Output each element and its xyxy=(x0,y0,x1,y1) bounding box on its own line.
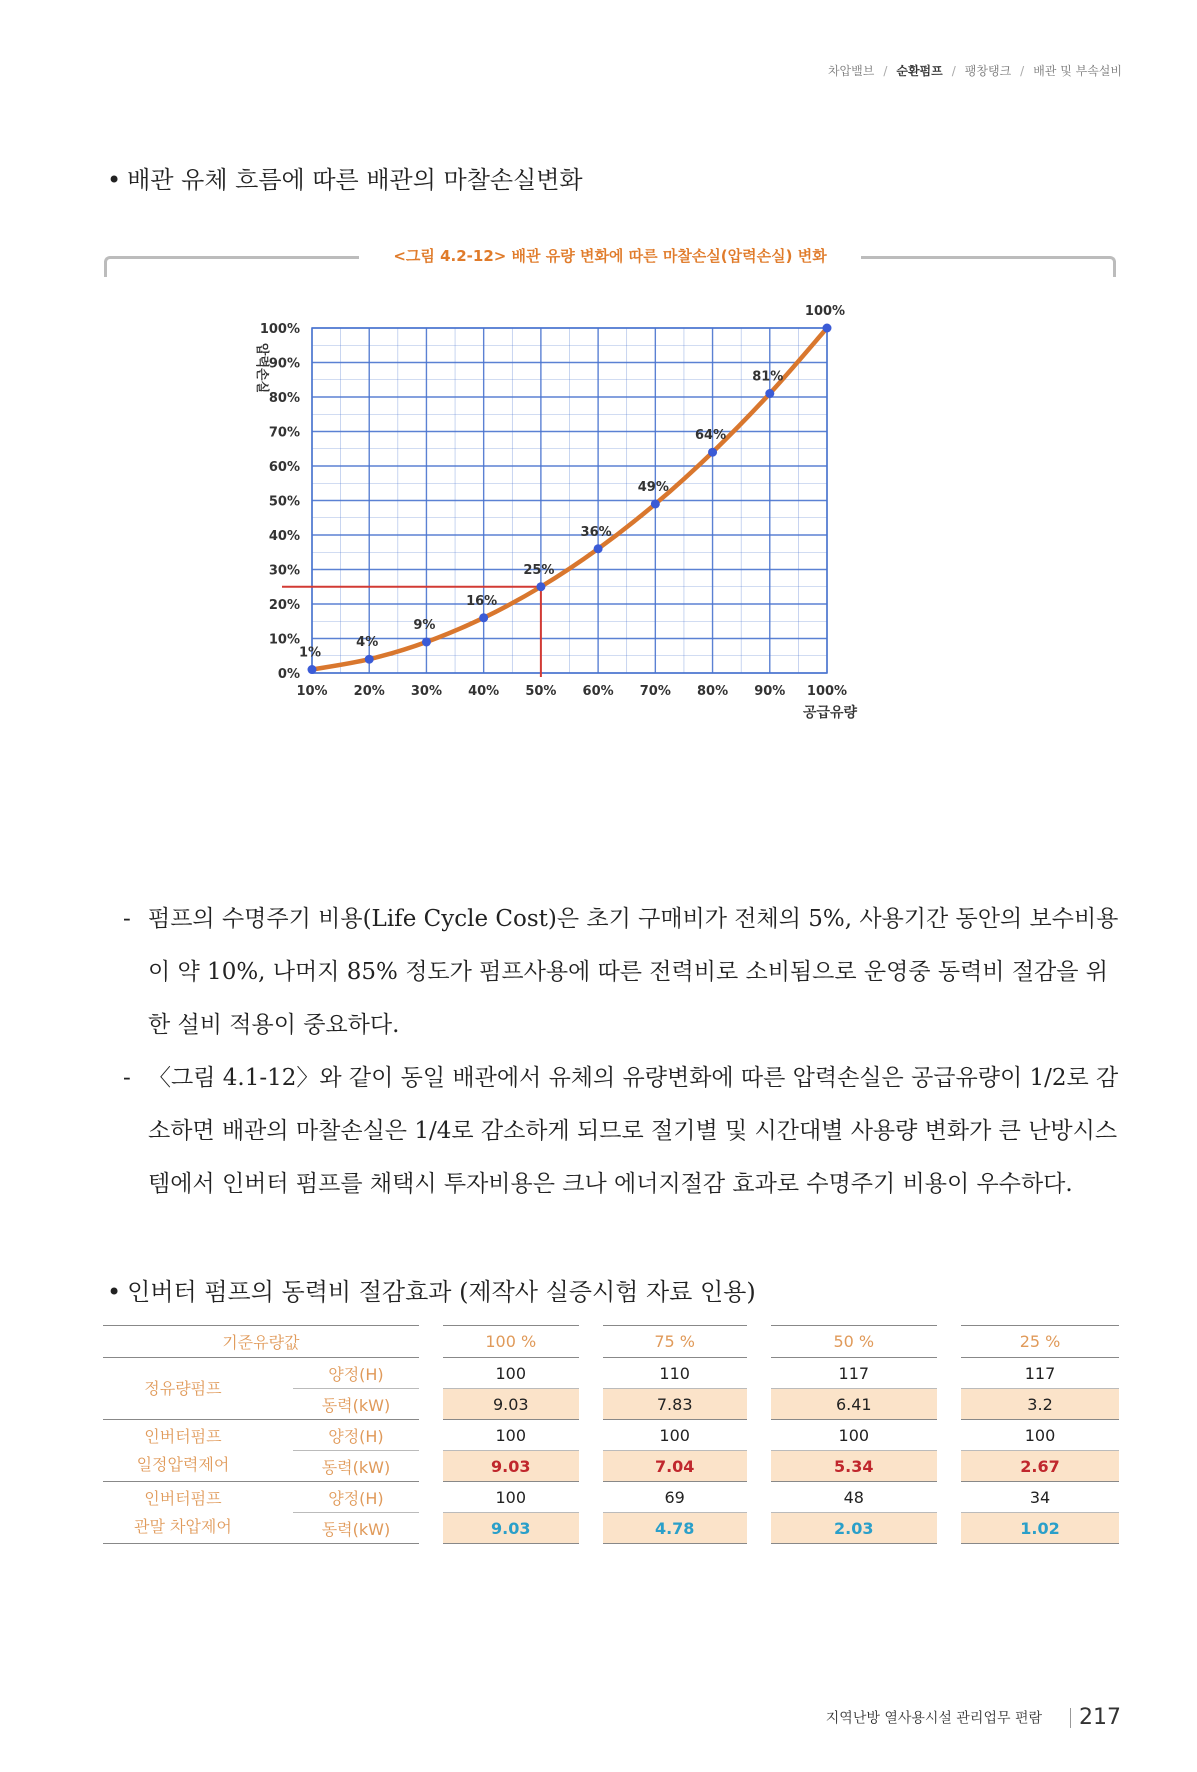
x-axis-label: 공급유량 xyxy=(802,705,858,721)
data-label: 16% xyxy=(466,593,498,609)
data-point xyxy=(651,499,660,508)
data-label: 25% xyxy=(523,562,555,578)
table-cell: 100 xyxy=(443,1420,579,1451)
column-header: 75 % xyxy=(603,1325,747,1358)
row-label: 동력(kW) xyxy=(293,1389,418,1420)
data-point xyxy=(708,448,717,457)
breadcrumb-item[interactable]: 차압밸브 xyxy=(827,64,875,78)
data-label: 9% xyxy=(413,617,436,633)
y-tick-label: 80% xyxy=(268,391,300,406)
x-tick-label: 100% xyxy=(806,684,848,699)
paragraph-lcc xyxy=(123,893,1123,1052)
table-cell: 3.2 xyxy=(961,1389,1119,1420)
table-cell: 100 xyxy=(961,1420,1119,1451)
row-label: 양정(H) xyxy=(293,1482,418,1513)
section-heading-friction xyxy=(107,160,583,195)
x-tick-label: 70% xyxy=(639,684,671,699)
data-label: 49% xyxy=(637,479,669,495)
column-header: 100 % xyxy=(443,1325,579,1358)
table-row xyxy=(103,1482,1119,1513)
table-cell: 110 xyxy=(603,1358,747,1389)
y-tick-label: 40% xyxy=(268,529,300,544)
data-point xyxy=(823,324,832,333)
data-point xyxy=(308,665,317,674)
table-cell: 7.04 xyxy=(603,1451,747,1482)
table-cell: 2.03 xyxy=(771,1513,937,1544)
table-cell: 5.34 xyxy=(771,1451,937,1482)
table-cell: 100 xyxy=(771,1420,937,1451)
column-header: 25 % xyxy=(961,1325,1119,1358)
breadcrumb-item[interactable]: 배관 및 부속설비 xyxy=(1033,64,1122,78)
x-tick-label: 30% xyxy=(410,684,443,699)
row-label: 양정(H) xyxy=(293,1420,418,1451)
breadcrumb-item-active[interactable]: 순환펌프 xyxy=(896,64,943,78)
figure-caption-bar xyxy=(104,240,1116,274)
table-cell: 9.03 xyxy=(443,1451,579,1482)
breadcrumb-item[interactable]: 팽창탱크 xyxy=(964,64,1012,78)
data-point xyxy=(536,582,545,591)
data-label: 100% xyxy=(804,304,846,319)
x-tick-label: 60% xyxy=(582,684,614,699)
table-cell: 117 xyxy=(771,1358,937,1389)
data-label: 4% xyxy=(356,635,379,651)
x-tick-label: 40% xyxy=(468,684,500,699)
x-tick-label: 20% xyxy=(353,684,385,699)
figure-caption: <그림 4.2-12> 배관 유량 변화에 따른 마찰손실(압력손실) 변화 xyxy=(393,247,827,265)
row-label: 양정(H) xyxy=(293,1358,418,1389)
table-cell: 100 xyxy=(443,1358,579,1389)
table-cell: 1.02 xyxy=(961,1513,1119,1544)
group-label: 인버터펌프 일정압력제어 xyxy=(103,1420,263,1482)
table-cell: 100 xyxy=(443,1482,579,1513)
x-tick-label: 50% xyxy=(525,684,557,699)
row-label: 동력(kW) xyxy=(293,1513,418,1544)
y-tick-label: 100% xyxy=(259,322,300,337)
data-point xyxy=(365,655,374,664)
table-cell: 34 xyxy=(961,1482,1119,1513)
data-point xyxy=(765,389,774,398)
data-label: 64% xyxy=(694,428,727,444)
y-tick-label: 20% xyxy=(268,598,300,613)
dash-marker: - xyxy=(123,906,131,932)
breadcrumb-separator: / xyxy=(1020,64,1025,78)
data-point xyxy=(479,613,488,622)
table-cell: 2.67 xyxy=(961,1451,1119,1482)
group-label: 인버터펌프 관말 차압제어 xyxy=(103,1482,263,1544)
page-footer xyxy=(826,1705,1121,1730)
breadcrumb xyxy=(828,62,1122,79)
header-label: 기준유량값 xyxy=(103,1325,419,1358)
pump-power-table xyxy=(103,1325,1119,1544)
paragraph-flow-change xyxy=(123,1052,1123,1211)
bullet-icon: • xyxy=(107,1278,122,1306)
chart-grid xyxy=(312,328,827,673)
table-row xyxy=(103,1358,1119,1389)
table-cell: 7.83 xyxy=(603,1389,747,1420)
x-tick-label: 90% xyxy=(754,684,786,699)
table-cell: 6.41 xyxy=(771,1389,937,1420)
y-tick-label: 50% xyxy=(268,494,300,510)
data-point xyxy=(594,544,603,553)
table-row xyxy=(103,1420,1119,1451)
paragraph-text: 펌프의 수명주기 비용(Life Cycle Cost)은 초기 구매비가 전체의 5%, 사용기간 동안의 보수비용이 약 10%, 나머지 85% 정도가 펌프사용에 따른 전력비로 소비됨으로 운영중 동력비 절감을 위한 설비 적용이 중요하다. xyxy=(148,906,1119,1038)
table-cell: 9.03 xyxy=(443,1389,579,1420)
footer-title: 지역난방 열사용시설 관리업무 편람 xyxy=(825,1710,1042,1727)
y-tick-label: 60% xyxy=(268,460,300,475)
table-cell: 4.78 xyxy=(603,1513,747,1544)
table-cell: 117 xyxy=(961,1358,1119,1389)
group-label: 정유량펌프 xyxy=(103,1358,263,1420)
data-label: 1% xyxy=(298,645,322,661)
bullet-icon: • xyxy=(107,166,122,194)
table-header-row xyxy=(103,1325,1119,1358)
page-number: 217 xyxy=(1079,1705,1121,1730)
y-tick-label: 90% xyxy=(268,356,300,372)
table-cell: 100 xyxy=(603,1420,747,1451)
section-title: 인버터 펌프의 동력비 절감효과 (제작사 실증시험 자료 인용) xyxy=(127,1278,756,1306)
table-cell: 69 xyxy=(603,1482,747,1513)
section-heading-inverter xyxy=(107,1272,756,1307)
y-tick-label: 0% xyxy=(277,667,300,682)
y-tick-label: 30% xyxy=(268,563,300,579)
x-tick-label: 10% xyxy=(296,684,328,699)
section-title: 배관 유체 흐름에 따른 배관의 마찰손실변화 xyxy=(127,166,583,194)
footer-divider xyxy=(1070,1708,1071,1728)
data-point xyxy=(422,637,431,646)
table-cell: 48 xyxy=(771,1482,937,1513)
table-cell: 9.03 xyxy=(443,1513,579,1544)
friction-loss-chart xyxy=(240,300,960,820)
column-header: 50 % xyxy=(771,1325,937,1358)
dash-marker: - xyxy=(123,1065,131,1091)
breadcrumb-separator: / xyxy=(883,64,888,78)
breadcrumb-separator: / xyxy=(951,64,956,78)
row-label: 동력(kW) xyxy=(293,1451,418,1482)
data-label: 36% xyxy=(580,524,612,540)
y-tick-label: 70% xyxy=(268,425,300,441)
y-axis-label: 압력손실 xyxy=(254,342,269,394)
y-tick-label: 10% xyxy=(268,632,300,648)
x-tick-label: 80% xyxy=(696,684,729,699)
paragraph-text: 〈그림 4.1-12〉와 같이 동일 배관에서 유체의 유량변화에 따른 압력손실은 공급유량이 1/2로 감소하면 배관의 마찰손실은 1/4로 감소하게 되므로 절기별 및 시간대별 사용량 변화가 큰 난방시스템에서 인버터 펌프를 채택시 투자비용은 크나 에너지절감 효과로 수명주기 비용이 우수하다. xyxy=(148,1065,1119,1197)
data-label: 81% xyxy=(752,369,784,385)
